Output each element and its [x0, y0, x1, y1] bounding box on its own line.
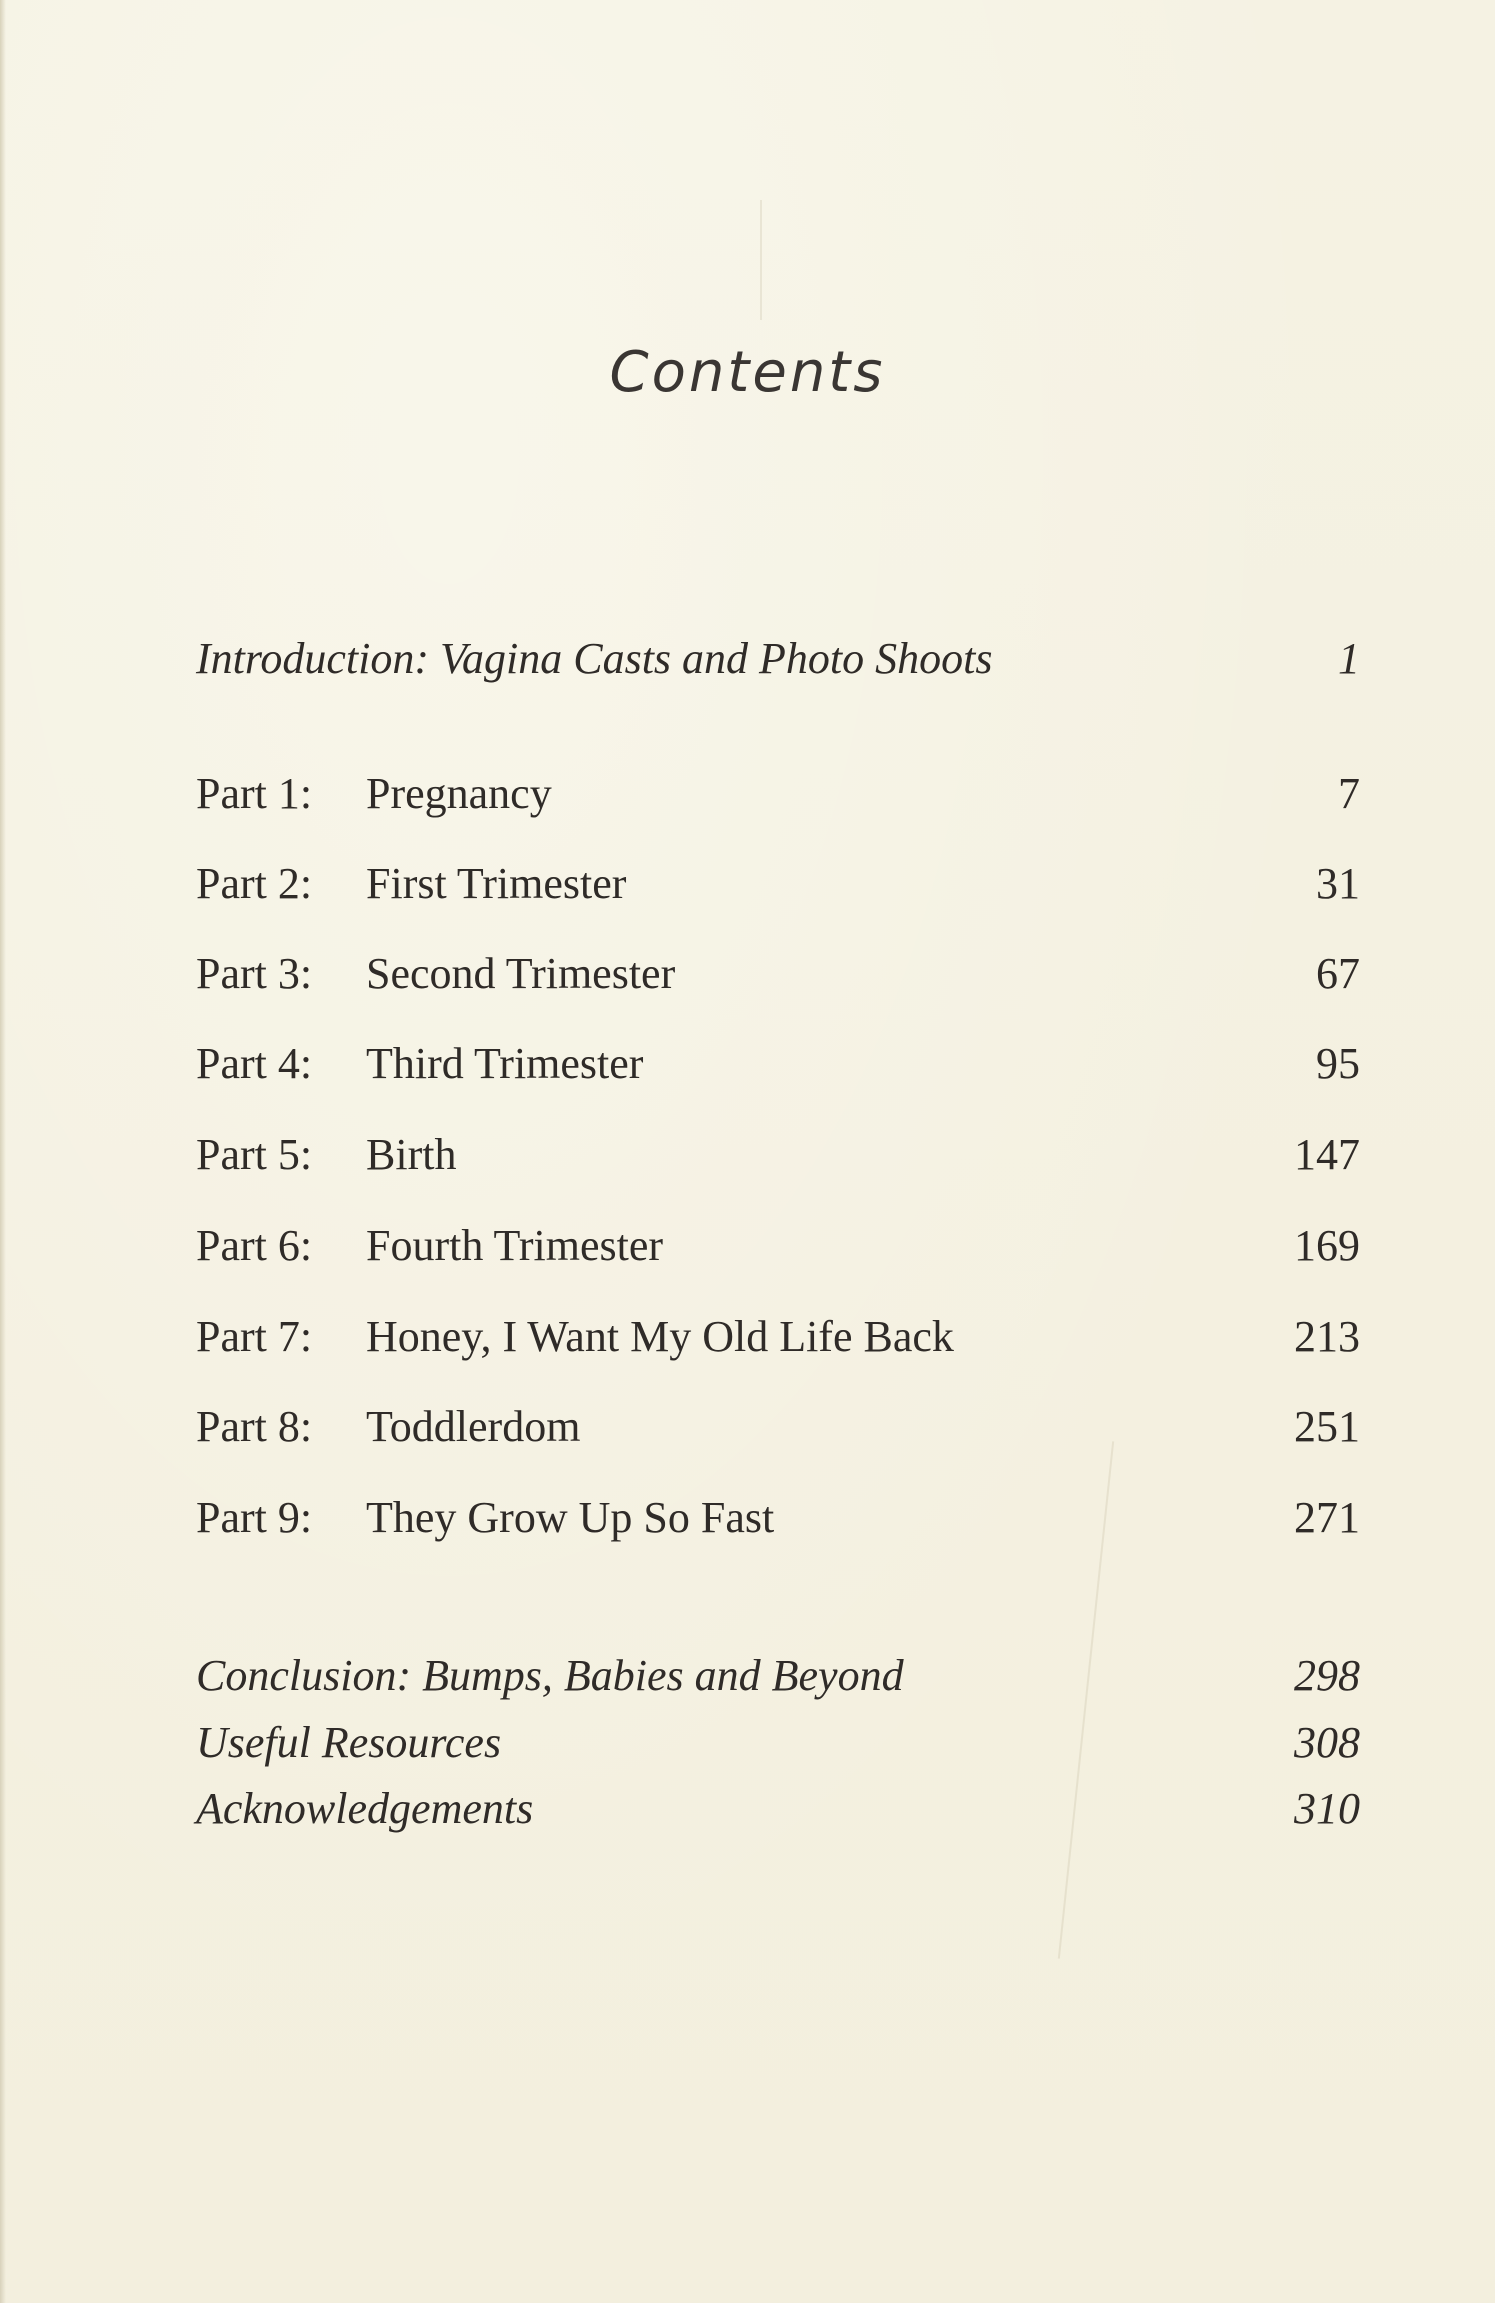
toc-entry-title: Conclusion: Bumps, Babies and Beyond [196, 1651, 904, 1700]
toc-part-label: Part 9: [196, 1493, 313, 1542]
toc-entry-part[interactable] [196, 942, 1360, 1006]
toc-entry-page: 1 [1338, 634, 1360, 683]
toc-part-label: Part 6: [196, 1221, 313, 1270]
paper-crease [760, 200, 762, 320]
toc-entry-page: 310 [1294, 1784, 1360, 1833]
toc-entry-page: 7 [1338, 769, 1360, 818]
toc-part-label: Part 1: [196, 769, 313, 818]
toc-entry-title: Fourth Trimester [366, 1221, 664, 1270]
toc-entry-part[interactable] [196, 1395, 1360, 1459]
toc-part-label: Part 4: [196, 1039, 313, 1088]
toc-entry-title: Acknowledgements [196, 1784, 534, 1833]
toc-entry-part[interactable] [196, 1486, 1360, 1550]
toc-entry-page: 67 [1316, 949, 1360, 998]
toc-entry-introduction[interactable] [196, 627, 1360, 691]
toc-entry-conclusion[interactable] [196, 1644, 1360, 1708]
toc-entry-page: 213 [1294, 1312, 1360, 1361]
toc-entry-page: 251 [1294, 1402, 1360, 1451]
toc-entry-page: 271 [1294, 1493, 1360, 1542]
toc-entry-page: 95 [1316, 1039, 1360, 1088]
toc-part-label: Part 2: [196, 859, 313, 908]
toc-entry-part[interactable] [196, 1214, 1360, 1278]
toc-entry-title: Birth [366, 1130, 457, 1179]
toc-part-label: Part 7: [196, 1312, 313, 1361]
toc-part-label: Part 8: [196, 1402, 313, 1451]
toc-entry-part[interactable] [196, 762, 1360, 826]
toc-entry-page: 31 [1316, 859, 1360, 908]
toc-entry-title: Introduction: Vagina Casts and Photo Shoots [196, 634, 993, 683]
toc-entry-page: 169 [1294, 1221, 1360, 1270]
toc-entry-title: Third Trimester [366, 1039, 644, 1088]
toc-entry-title: Honey, I Want My Old Life Back [366, 1312, 954, 1361]
toc-entry-page: 147 [1294, 1130, 1360, 1179]
toc-entry-title: They Grow Up So Fast [366, 1493, 775, 1542]
toc-entry-part[interactable] [196, 1032, 1360, 1096]
toc-entry-page: 298 [1294, 1651, 1360, 1700]
page-title: Contents [609, 340, 886, 405]
toc-entry-part[interactable] [196, 1305, 1360, 1369]
toc-entry-useful-resources[interactable] [196, 1711, 1360, 1775]
toc-entry-acknowledgements[interactable] [196, 1777, 1360, 1841]
toc-entry-part[interactable] [196, 852, 1360, 916]
toc-part-label: Part 5: [196, 1130, 313, 1179]
toc-part-label: Part 3: [196, 949, 313, 998]
toc-entry-title: Useful Resources [196, 1718, 502, 1767]
toc-entry-title: Second Trimester [366, 949, 676, 998]
toc-entry-title: Toddlerdom [366, 1402, 581, 1451]
toc-entry-title: Pregnancy [366, 769, 552, 818]
toc-entry-title: First Trimester [366, 859, 627, 908]
toc-entry-part[interactable] [196, 1123, 1360, 1187]
toc-entry-page: 308 [1294, 1718, 1360, 1767]
